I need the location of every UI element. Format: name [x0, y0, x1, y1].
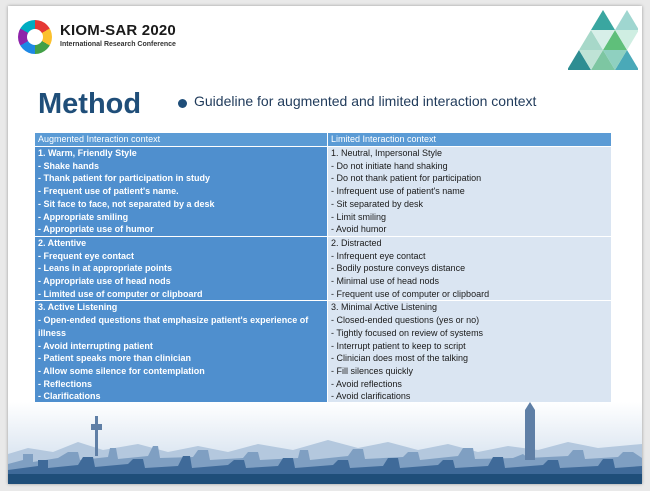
- conference-logo: [18, 18, 198, 58]
- cell-line: - Infrequent use of patient's name: [331, 186, 465, 197]
- cell-line: - Minimal use of head nods: [331, 276, 440, 287]
- interaction-table: [34, 132, 612, 404]
- cell-line: - Allow some silence for contemplation: [38, 365, 205, 376]
- cell-line: 1. Neutral, Impersonal Style: [331, 148, 443, 158]
- city-skyline-image: [8, 402, 642, 484]
- augmented-cell: [35, 147, 328, 237]
- cell-line: - Avoid interrupting patient: [38, 340, 153, 351]
- cell-line: - Infrequent eye contact: [331, 250, 426, 261]
- slide: [8, 6, 642, 484]
- conference-emblem-icon: [18, 20, 52, 54]
- page-title: Method: [38, 88, 142, 120]
- triangle-mosaic-icon: [568, 8, 638, 70]
- cell-line: 2. Attentive: [38, 237, 87, 248]
- cell-line: - Leans in at appropriate points: [38, 263, 173, 274]
- column-header-augmented: Augmented Interaction context: [35, 133, 328, 147]
- slide-subtitle: Guideline for augmented and limited interaction context: [194, 93, 537, 109]
- logo-subtitle: International Research Conference: [60, 41, 176, 48]
- cell-line: - Sit separated by desk: [331, 198, 424, 209]
- cell-line: - Appropriate smiling: [38, 211, 129, 222]
- cell-line: - Avoid reflections: [331, 378, 402, 389]
- cell-line: 3. Active Listening: [38, 302, 118, 313]
- cell-line: - Do not thank patient for participation: [331, 173, 482, 184]
- cell-line: - Fill silences quickly: [331, 365, 414, 376]
- cell-line: - Shake hands: [38, 160, 100, 171]
- cell-line: - Clarifications: [38, 391, 101, 402]
- bullet-icon: [178, 99, 187, 108]
- cell-line: - Thank patient for participation in study: [38, 173, 211, 184]
- cell-line: - Patient speaks more than clinician: [38, 353, 192, 364]
- cell-line: - Frequent use of computer or clipboard: [331, 288, 490, 299]
- cell-line: - Bodily posture conveys distance: [331, 263, 466, 274]
- cell-line: - Limit smiling: [331, 211, 387, 222]
- cell-line: - Avoid clarifications: [331, 391, 411, 402]
- table-row: [35, 147, 612, 237]
- cell-line: - Avoid humor: [331, 224, 387, 235]
- table-header-row: [35, 133, 612, 147]
- cell-line: 3. Minimal Active Listening: [331, 302, 438, 313]
- column-header-limited: Limited Interaction context: [328, 133, 612, 147]
- table-row: [35, 236, 612, 301]
- logo-title: KIOM-SAR 2020: [60, 22, 176, 39]
- limited-cell: [328, 147, 612, 237]
- table-row: [35, 301, 612, 404]
- cell-line: - Limited use of computer or clipboard: [38, 288, 203, 299]
- cell-line: 1. Warm, Friendly Style: [38, 148, 137, 158]
- limited-cell: [328, 236, 612, 301]
- cell-line: - Frequent eye contact: [38, 250, 135, 261]
- cell-line: - Tightly focused on review of systems: [331, 327, 484, 338]
- cell-line: - Closed-ended questions (yes or no): [331, 315, 480, 326]
- cell-line: - Sit face to face, not separated by a desk: [38, 198, 215, 209]
- cell-line: - Appropriate use of head nods: [38, 276, 171, 287]
- cell-line: - Clinician does most of the talking: [331, 353, 469, 364]
- cell-line: 2. Distracted: [331, 237, 382, 248]
- cell-line: - Appropriate use of humor: [38, 224, 154, 235]
- cell-line: - Open-ended questions that emphasize patient's experience of illness: [38, 315, 309, 338]
- augmented-cell: [35, 301, 328, 404]
- cell-line: - Frequent use of patient's name.: [38, 186, 179, 197]
- augmented-cell: [35, 236, 328, 301]
- limited-cell: [328, 301, 612, 404]
- cell-line: - Interrupt patient to keep to script: [331, 340, 466, 351]
- cell-line: - Do not initiate hand shaking: [331, 160, 448, 171]
- cell-line: - Reflections: [38, 378, 93, 389]
